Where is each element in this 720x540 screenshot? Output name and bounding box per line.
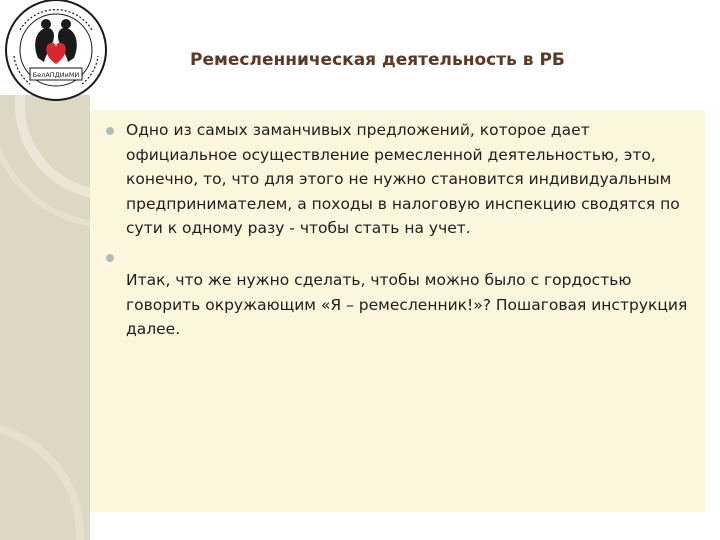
left-decorative-strip [0, 95, 90, 540]
logo-badge-text: БелАПДИиМИ [32, 71, 80, 79]
bullet-point-1 [106, 127, 114, 135]
bullet-text-1: Одно из самых заманчивых предложений, которое дает официальное осуществление ремесленной деятельностью, это, конечно, то, что для этого не нужно становится индивидуальным предпринимателем, а походы в налоговую инспекцию сводятся по сути к одному разу - чтобы стать на учет. [126, 121, 680, 238]
follow-paragraph: Итак, что же нужно сделать, чтобы можно было с гордостью говорить окружающим «Я – ремесленник!»? Пошаговая инструкция далее. [126, 271, 688, 339]
organization-seal-logo [0, 0, 112, 102]
slide-title: Ремесленническая деятельность в РБ [190, 50, 565, 70]
decorative-arcs [0, 95, 90, 540]
bullet-point-2 [106, 254, 114, 262]
